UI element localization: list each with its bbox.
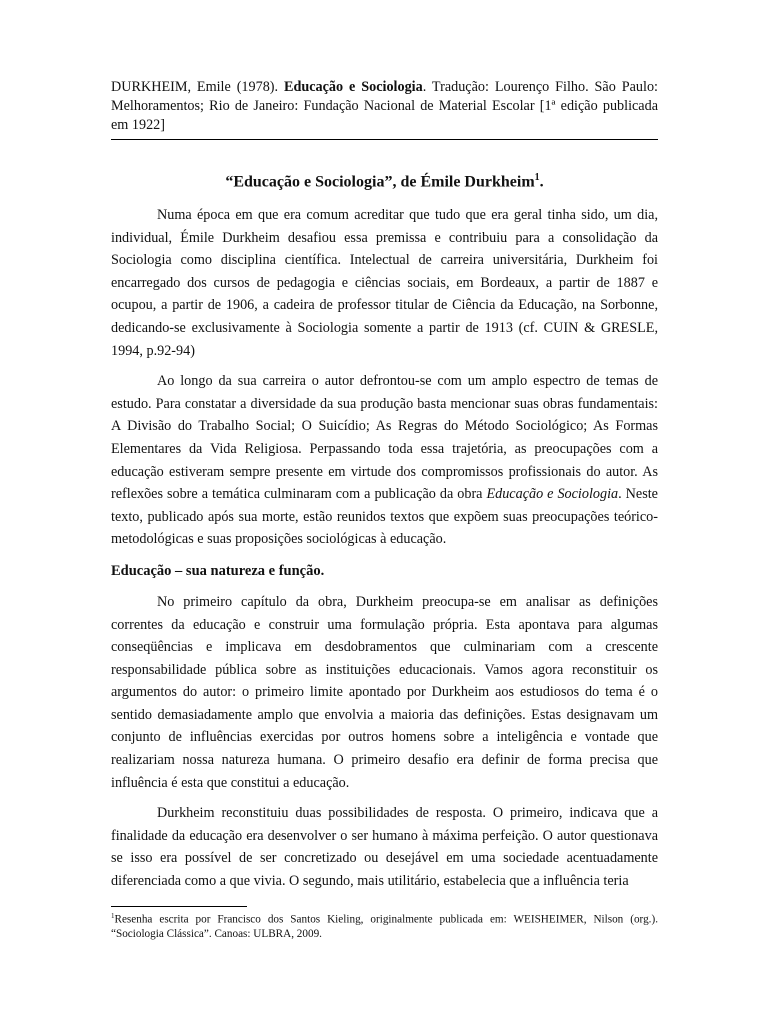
paragraph-1: Numa época em que era comum acreditar que tudo que era geral tinha sido, um dia, individual, Émile Durkheim desafiou essa premissa e contribuiu para a consolidação da Sociologia como disciplina científica. Intelectual de carreira universitária, Durkheim foi encarregado dos cursos de pedagogia e ciências sociais, em Bordeaux, a partir de 1887 e ocupou, a partir de 1906, a cadeira de professor titular de Ciência da Educação, na Sorbonne, dedicando-se exclusivamente à Sociologia somente a partir de 1913 (cf. CUIN & GRESLE, 1994, p.92-94) — [111, 207, 658, 359]
title-footnote-marker: 1 — [534, 172, 540, 183]
footnote — [111, 909, 658, 942]
review-title — [111, 168, 658, 192]
bibliographic-citation — [111, 78, 658, 135]
citation-author: DURKHEIM, Emile (1978). — [111, 79, 284, 95]
citation-divider — [111, 139, 658, 140]
paragraph-4: Durkheim reconstituiu duas possibilidades de resposta. O primeiro, indicava que a finalidade da educação era desenvolver o ser humano à máxima perfeição. O autor questionava se isso era possível de ser concretizado ou desejável em uma sociedade acentuadamente diferenciada como a que vivia. O segundo, mais utilitário, estabelecia que a influência teria — [111, 805, 658, 890]
paragraph-3: No primeiro capítulo da obra, Durkheim preocupa-se em analisar as definições correntes da educação e construir uma formulação própria. Esta apontava para algumas conseqüências e implicava em desdobramentos que culminariam com a crescente responsabilidade pública sobre as instituições educacionais. Vamos agora reconstituir os argumentos do autor: o primeiro limite apontado por Durkheim aos estudiosos do tema é o sentido demasiadamente amplo que envolvia a maioria das definições. Estas designavam um conjunto de influências exercidas por outros homens sobre a inteligência e vontade que realizariam nossa natureza humana. O primeiro desafio era definir de forma precisa que influência é esta que constitui a educação. — [111, 593, 658, 791]
paragraph-2-end: . Neste texto, publicado após sua morte, estão reunidos textos que expõem suas preocupações teórico-metodológicas e suas proposições sociológicas à educação. — [111, 486, 658, 548]
footnote-marker: 1 — [111, 912, 115, 920]
paragraph-2-start: Ao longo da sua carreira o autor defrontou-se com um amplo espectro de temas de estudo. Para constatar a diversidade da sua produção basta mencionar suas obras fundamentais: A Divisão do Trabalho Social; O Suicídio; As Regras do Método Sociológico; As Formas Elementares da Vida Religiosa. Perpassando toda essa trajetória, as preocupações com a educação estiveram sempre presente em virtude dos compromissos profissionais do autor. As reflexões sobre a temática culminaram com a publicação da obra — [111, 373, 658, 503]
paragraph-2 — [111, 370, 658, 551]
review-body — [111, 204, 658, 893]
review-title-text: “Educação e Sociologia”, de Émile Durkheim — [225, 173, 535, 191]
section-heading: Educação – sua natureza e função. — [111, 562, 325, 579]
review-title-end: . — [539, 173, 544, 191]
citation-details: . Tradução: Lourenço Filho. São Paulo: Melhoramentos; Rio de Janeiro: Fundação Nacional de Material Escolar [1ª edição publicada em 1922] — [111, 79, 658, 133]
citation-book-title: Educação e Sociologia — [284, 79, 423, 95]
footnote-divider — [111, 906, 247, 907]
footnote-text: Resenha escrita por Francisco dos Santos Kieling, originalmente publicada em: WEISHEIMER, Nilson (org.). “Sociologia Clássica”. Canoas: ULBRA, 2009. — [111, 913, 658, 941]
paragraph-2-book-title: Educação e Sociologia — [486, 486, 619, 503]
